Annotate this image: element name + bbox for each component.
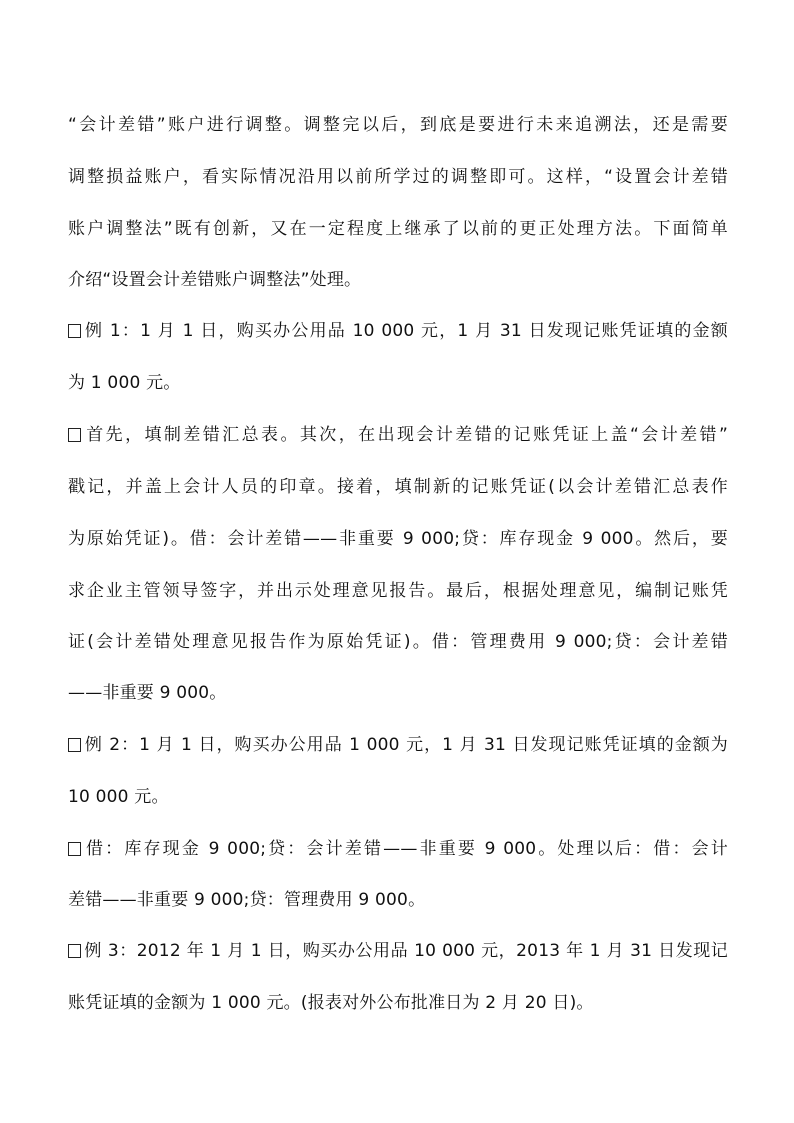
paragraph-2-line-4: 求企业主管领导签字，并出示处理意见报告。最后，根据处理意见，编制记账凭: [68, 581, 728, 601]
checkbox-icon: [68, 428, 81, 442]
paragraph-1-line-2: 调整损益账户，看实际情况沿用以前所学过的调整即可。这样，“设置会计差错: [68, 167, 728, 187]
checkbox-icon: [68, 842, 81, 856]
paragraph-3-line-1: 借：库存现金 9 000;贷：会计差错——非重要 9 000。处理以后：借：会计: [68, 836, 728, 862]
checkbox-icon: [68, 738, 81, 752]
paragraph-2-line-5: 证(会计差错处理意见报告作为原始凭证)。借：管理费用 9 000;贷：会计差错: [68, 632, 728, 652]
paragraph-1-line-4: 介绍“设置会计差错账户调整法”处理。: [68, 270, 362, 290]
paragraph-2-line-2: 戳记，并盖上会计人员的印章。接着，填制新的记账凭证(以会计差错汇总表作: [68, 477, 728, 497]
example-1-line-2: 为 1 000 元。: [68, 373, 181, 393]
example-2-line-2: 10 000 元。: [68, 787, 169, 807]
example-3-line-2: 账凭证填的金额为 1 000 元。(报表对外公布批准日为 2 月 20 日)。: [68, 993, 594, 1013]
paragraph-2-line-1: 首先，填制差错汇总表。其次，在出现会计差错的记账凭证上盖“会计差错”: [68, 422, 728, 448]
example-1-line-1: 例 1：1 月 1 日，购买办公用品 10 000 元，1 月 31 日发现记账凭证填的金额: [68, 318, 728, 344]
paragraph-1-line-3: 账户调整法”既有创新，又在一定程度上继承了以前的更正处理方法。下面简单: [68, 219, 728, 239]
checkbox-icon: [68, 944, 81, 958]
example-2-line-1: 例 2：1 月 1 日，购买办公用品 1 000 元，1 月 31 日发现记账凭证填的金额为: [68, 732, 728, 758]
paragraph-2-line-6: ——非重要 9 000。: [68, 683, 227, 703]
paragraph-1-line-1: “会计差错”账户进行调整。调整完以后，到底是要进行未来追溯法，还是需要: [68, 115, 728, 135]
paragraph-2-line-3: 为原始凭证)。借：会计差错——非重要 9 000;贷：库存现金 9 000。然后，要: [68, 529, 728, 549]
paragraph-3-line-2: 差错——非重要 9 000;贷：管理费用 9 000。: [68, 890, 426, 910]
example-3-line-1: 例 3：2012 年 1 月 1 日，购买办公用品 10 000 元，2013 年 1 月 31 日发现记: [68, 938, 728, 964]
checkbox-icon: [68, 324, 81, 338]
